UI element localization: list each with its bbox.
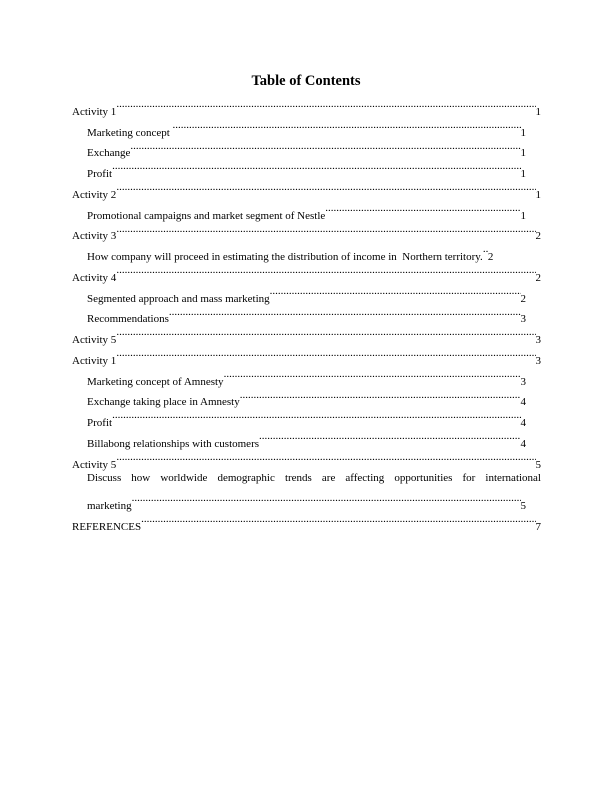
toc-entry-text: Activity 2 [72, 188, 117, 201]
toc-page-number: 7 [535, 520, 541, 533]
toc-leader [141, 509, 535, 530]
toc-entry-text: Marketing concept of Amnesty [87, 375, 224, 388]
toc-page-number: 3 [535, 334, 541, 346]
toc-entry-text: REFERENCES [72, 520, 142, 533]
toc-page-number: 1 [535, 188, 541, 201]
toc-page-number: 5 [535, 458, 541, 471]
toc-entry-text: Activity 4 [72, 271, 117, 284]
toc-entry-text: Activity 1 [72, 354, 117, 367]
toc-leader [130, 136, 520, 157]
toc-page-number: 1 [520, 209, 526, 222]
toc-entry[interactable] [72, 281, 526, 305]
toc-leader [259, 426, 520, 447]
toc-leader [270, 281, 521, 302]
toc-entry-text: Recommendations [87, 313, 169, 326]
toc-entry[interactable] [72, 219, 541, 243]
toc-page-number: 2 [535, 230, 541, 243]
toc-page-number: 3 [535, 354, 541, 367]
toc-entry[interactable] [72, 198, 526, 222]
toc-page-number: 3 [520, 313, 526, 326]
toc-entry[interactable] [72, 260, 541, 284]
toc-leader [116, 447, 535, 468]
toc-title: Table of Contents [251, 73, 361, 89]
toc-entry-text: Profit [87, 417, 113, 429]
toc-leader [173, 115, 521, 136]
toc-entry-text: Activity 5 [72, 458, 117, 471]
toc-entry-text-line1: Discuss how worldwide demographic trends are affecting opportunities for international [87, 471, 541, 484]
toc-leader [112, 156, 520, 177]
toc-entry[interactable] [72, 115, 526, 139]
toc-leader [116, 219, 535, 240]
toc-page-number: 1 [535, 105, 541, 118]
toc-entry-text: Billabong relationships with customers [87, 437, 260, 450]
toc-entry[interactable] [72, 343, 541, 367]
toc-page-number: 4 [520, 396, 526, 409]
table-of-contents [72, 94, 541, 533]
toc-entry-text: Segmented approach and mass marketing [87, 292, 270, 305]
toc-entry[interactable] [72, 322, 541, 346]
toc-leader [483, 239, 488, 260]
toc-entry-text: Activity 5 [72, 334, 117, 346]
toc-page-number: 5 [520, 500, 526, 512]
toc-entry-text: Marketing concept [87, 126, 173, 139]
toc-entry[interactable] [72, 468, 541, 510]
toc-entry[interactable] [72, 239, 526, 263]
toc-leader [112, 405, 520, 426]
toc-entry[interactable] [72, 426, 526, 450]
toc-entry-text: Exchange [87, 147, 131, 160]
toc-leader [116, 94, 535, 115]
toc-page-number: 2 [535, 271, 541, 284]
toc-entry[interactable] [72, 447, 541, 471]
toc-leader [132, 488, 521, 509]
toc-entry[interactable] [72, 94, 541, 118]
toc-leader [116, 177, 535, 198]
toc-entry[interactable] [72, 177, 541, 201]
toc-page-number: 1 [520, 168, 526, 180]
toc-entry-text: How company will proceed in estimating the distribution of income in Northern territory. [87, 251, 483, 263]
toc-page-number: 4 [520, 417, 526, 429]
toc-leader [240, 385, 521, 406]
toc-leader [325, 198, 520, 219]
toc-entry-text: Activity 1 [72, 105, 117, 118]
toc-page-number: 2 [520, 292, 526, 305]
toc-entry-text: Activity 3 [72, 230, 117, 243]
toc-page-number: 2 [487, 251, 494, 263]
toc-entry-text: Exchange taking place in Amnesty [87, 396, 240, 409]
toc-page-number: 3 [520, 375, 526, 388]
toc-entry[interactable] [72, 156, 526, 180]
toc-entry[interactable] [72, 136, 526, 160]
toc-entry-text: Profit [87, 168, 113, 180]
toc-page-number: 1 [520, 126, 526, 139]
toc-leader [169, 302, 521, 323]
toc-page-number: 4 [520, 437, 526, 450]
toc-page-number: 1 [520, 147, 526, 160]
toc-entry[interactable] [72, 364, 526, 388]
toc-leader [224, 364, 521, 385]
toc-entry-text: Promotional campaigns and market segment of Nestle [87, 209, 326, 222]
toc-entry[interactable] [72, 405, 526, 429]
toc-entry[interactable] [72, 509, 541, 533]
toc-leader [116, 343, 535, 364]
toc-leader [116, 322, 535, 343]
toc-leader [116, 260, 535, 281]
toc-entry-text-line2: marketing [87, 500, 132, 512]
